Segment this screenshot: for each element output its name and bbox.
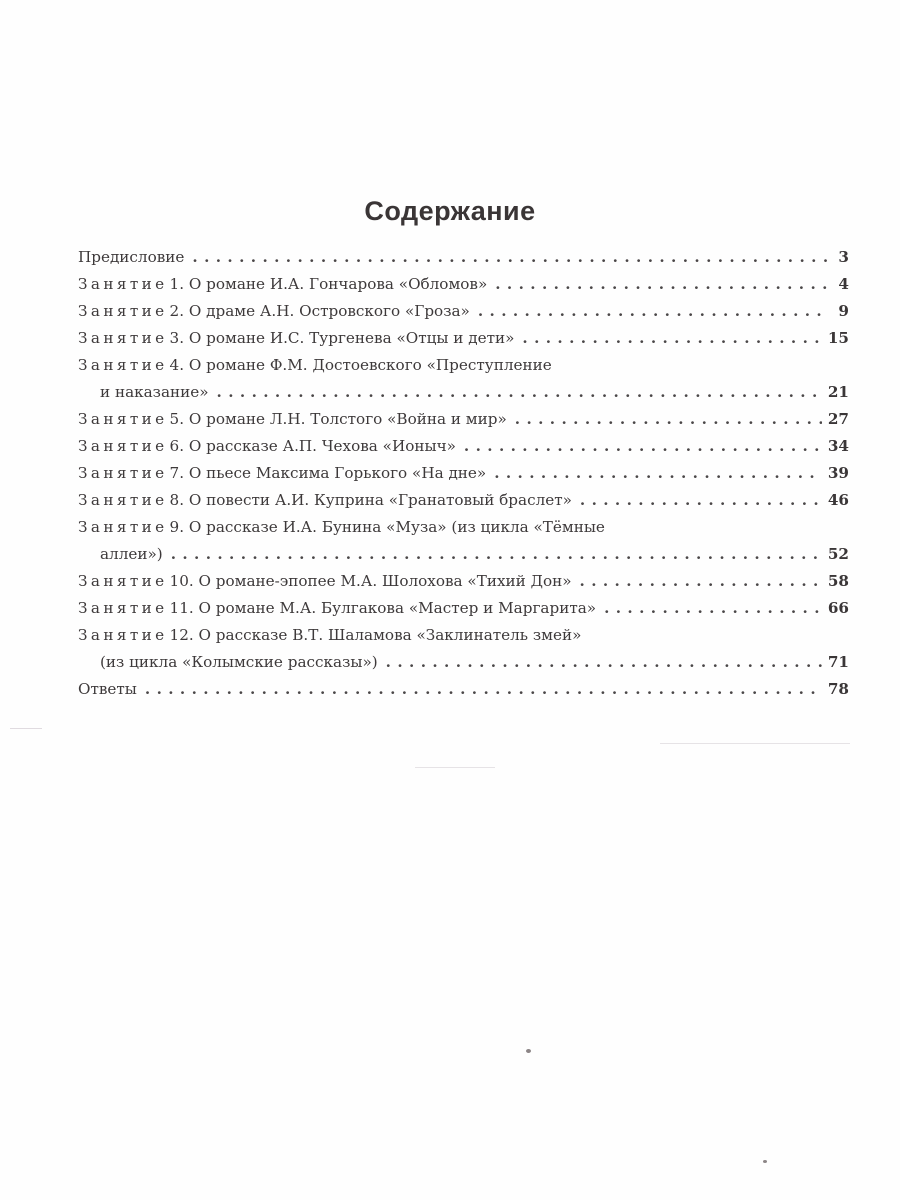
page-number: 52 bbox=[827, 545, 849, 563]
toc-entry-label: О романе Л.Н. Толстого «Война и мир» bbox=[188, 410, 507, 428]
dot-leader bbox=[192, 244, 829, 271]
lesson-prefix: Занятие bbox=[78, 626, 168, 644]
lesson-prefix: Занятие bbox=[78, 329, 168, 347]
toc-entry-lesson-7[interactable] bbox=[78, 460, 849, 487]
toc-entry-label: О рассказе А.П. Чехова «Ионыч» bbox=[188, 437, 456, 455]
toc-entry-lesson-8[interactable] bbox=[78, 487, 849, 514]
toc-entry-label: О романе Ф.М. Достоевского «Преступление bbox=[188, 356, 552, 374]
page-number: 21 bbox=[827, 383, 849, 401]
lesson-number: 7. bbox=[169, 464, 185, 482]
dot-leader bbox=[171, 541, 822, 568]
toc-entry-label: О рассказе И.А. Бунина «Муза» (из цикла «Тёмные bbox=[188, 518, 605, 536]
page-number: 66 bbox=[827, 599, 849, 617]
page-number: 3 bbox=[838, 248, 849, 266]
dot-leader bbox=[515, 406, 822, 433]
dot-leader bbox=[145, 676, 822, 703]
dot-leader bbox=[495, 271, 829, 298]
lesson-prefix: Занятие bbox=[78, 572, 168, 590]
lesson-prefix: Занятие bbox=[78, 275, 168, 293]
lesson-number: 2. bbox=[169, 302, 185, 320]
page-number: 58 bbox=[827, 572, 849, 590]
toc-entry-lesson-10[interactable] bbox=[78, 568, 849, 595]
toc-entry-label-continued: аллеи») bbox=[100, 545, 163, 563]
toc-entry-lesson-5[interactable] bbox=[78, 406, 849, 433]
lesson-prefix: Занятие bbox=[78, 518, 168, 536]
toc-entry-preface[interactable] bbox=[78, 244, 849, 271]
toc-entry-label: Предисловие bbox=[78, 248, 185, 266]
page-title: Содержание bbox=[364, 196, 536, 226]
lesson-prefix: Занятие bbox=[78, 464, 168, 482]
dot-leader bbox=[478, 298, 829, 325]
page-number: 4 bbox=[838, 275, 849, 293]
toc-entry-label-continued: (из цикла «Колымские рассказы») bbox=[100, 653, 378, 671]
lesson-number: 9. bbox=[169, 518, 185, 536]
toc-entry-label: О повести А.И. Куприна «Гранатовый браслет» bbox=[188, 491, 572, 509]
toc-entry-label: О романе И.С. Тургенева «Отцы и дети» bbox=[188, 329, 515, 347]
lesson-prefix: Занятие bbox=[78, 491, 168, 509]
page-number: 71 bbox=[827, 653, 849, 671]
toc-entry-lesson-9[interactable] bbox=[78, 514, 849, 568]
toc-entry-label: Ответы bbox=[78, 680, 137, 698]
lesson-prefix: Занятие bbox=[78, 356, 168, 374]
toc-entry-lesson-2[interactable] bbox=[78, 298, 849, 325]
toc-entry-lesson-6[interactable] bbox=[78, 433, 849, 460]
page-number: 27 bbox=[827, 410, 849, 428]
lesson-number: 10. bbox=[169, 572, 194, 590]
lesson-number: 6. bbox=[169, 437, 185, 455]
lesson-prefix: Занятие bbox=[78, 302, 168, 320]
toc-entry-label: О рассказе В.Т. Шаламова «Заклинатель змей» bbox=[198, 626, 582, 644]
page-number: 9 bbox=[838, 302, 849, 320]
page-number: 46 bbox=[827, 491, 849, 509]
lesson-prefix: Занятие bbox=[78, 437, 168, 455]
toc-entry-label: О драме А.Н. Островского «Гроза» bbox=[188, 302, 470, 320]
dot-leader bbox=[494, 460, 822, 487]
toc-entry-label: О романе М.А. Булгакова «Мастер и Маргарита» bbox=[198, 599, 597, 617]
scan-artifact-line bbox=[415, 767, 495, 768]
lesson-number: 8. bbox=[169, 491, 185, 509]
scan-artifact-line bbox=[10, 728, 42, 729]
lesson-prefix: Занятие bbox=[78, 599, 168, 617]
toc-entry-lesson-12[interactable] bbox=[78, 622, 849, 676]
toc-entry-lesson-4[interactable] bbox=[78, 352, 849, 406]
page-number: 39 bbox=[827, 464, 849, 482]
lesson-prefix: Занятие bbox=[78, 410, 168, 428]
toc-entry-lesson-3[interactable] bbox=[78, 325, 849, 352]
lesson-number: 11. bbox=[169, 599, 194, 617]
dot-leader bbox=[580, 568, 822, 595]
dot-leader bbox=[604, 595, 822, 622]
scan-artifact-line bbox=[660, 743, 850, 744]
dot-leader bbox=[464, 433, 822, 460]
page-number: 15 bbox=[827, 329, 849, 347]
lesson-number: 4. bbox=[169, 356, 185, 374]
toc-entry-lesson-1[interactable] bbox=[78, 271, 849, 298]
toc-entry-label: О романе-эпопее М.А. Шолохова «Тихий Дон» bbox=[198, 572, 572, 590]
dot-leader bbox=[580, 487, 822, 514]
page-number: 34 bbox=[827, 437, 849, 455]
dot-leader bbox=[522, 325, 821, 352]
toc-entry-answers[interactable] bbox=[78, 676, 849, 703]
scan-artifact-speck bbox=[763, 1160, 767, 1163]
toc-entry-lesson-11[interactable] bbox=[78, 595, 849, 622]
lesson-number: 12. bbox=[169, 626, 194, 644]
toc-entry-label: О пьесе Максима Горького «На дне» bbox=[188, 464, 487, 482]
dot-leader bbox=[386, 649, 822, 676]
toc-entry-label-continued: и наказание» bbox=[100, 383, 209, 401]
lesson-number: 3. bbox=[169, 329, 185, 347]
scan-artifact-speck bbox=[526, 1049, 531, 1053]
table-of-contents bbox=[78, 244, 849, 703]
page-number: 78 bbox=[827, 680, 849, 698]
lesson-number: 5. bbox=[169, 410, 185, 428]
dot-leader bbox=[217, 379, 822, 406]
lesson-number: 1. bbox=[169, 275, 185, 293]
toc-entry-label: О романе И.А. Гончарова «Обломов» bbox=[188, 275, 488, 293]
